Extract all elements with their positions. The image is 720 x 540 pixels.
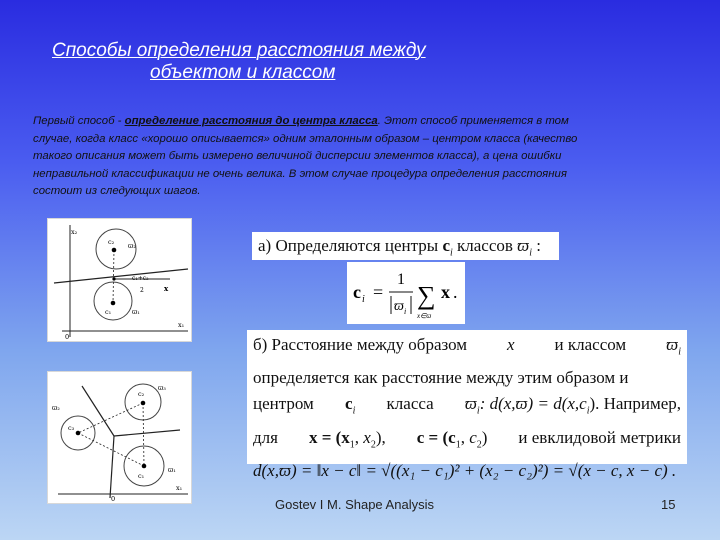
formula-num: 1 xyxy=(397,271,405,288)
fig2-label-origin: 0 xyxy=(111,495,116,503)
step-b-row1-x: x xyxy=(507,335,515,354)
step-b-row4-a: для xyxy=(253,427,278,447)
step-b-row-2 xyxy=(253,365,681,391)
fig1-label-x1: x₁ xyxy=(178,321,185,329)
intro-paragraph xyxy=(33,113,583,201)
step-b-row-3: центром $c_i$ класса $ϖ_i$: $d(x,ϖ) = d(x,c_i)$. Например, xyxy=(253,391,681,424)
step-b-row3-d: ). Например, xyxy=(589,394,681,414)
footer-text: Gostev I M. Shape Analysis xyxy=(275,497,434,512)
step-b-row-4: для $x = (x_1$, $x_2$), $c = (c_1$, $c_2$) и евклидовой метрики xyxy=(253,425,681,458)
step-b-box xyxy=(247,330,687,481)
fig2-label-w3: ϖ₃ xyxy=(158,384,166,392)
fig1-label-w2: ϖ₂ xyxy=(128,242,136,250)
step-b-row2: определяется как расстояние между этим образом и xyxy=(253,368,629,388)
fig1-label-two: 2 xyxy=(140,287,144,294)
title-line-2: объектом и классом xyxy=(150,62,336,83)
fig1-label-x: x xyxy=(164,284,169,293)
figure-1-drawing xyxy=(48,219,191,341)
para-prefix: Первый способ - xyxy=(33,115,125,127)
svg-text:ϖ: ϖ xyxy=(394,299,404,314)
svg-text:.: . xyxy=(453,282,458,302)
figure-three-class-centers xyxy=(47,371,192,504)
slide-title xyxy=(52,40,522,84)
step-a-box: а) Определяются центры $c_i$ классов $ϖ_i$ : xyxy=(252,232,559,260)
step-b-row4-d: и евклидовой метрики xyxy=(518,427,681,447)
para-rest: . Этот способ применяется в том случае, когда класс «хорошо описывается» одним эталонным образом – центром класса (качество такого описания может быть измерено величиной дисперсии элементов класса), а цена ошибки неправильной классификации не очень велика. В этом случае процедура определения расстояния состоит из следующих шагов. xyxy=(33,115,578,198)
step-b-row5: d(x,ϖ) = ‖x − c‖ = √((x₁ − c₁)² + (x₂ − c₂)²) = √(x − c, x − c) . xyxy=(253,461,677,481)
figure-two-class-centers xyxy=(47,218,192,342)
page-number: 15 xyxy=(661,497,676,512)
formula-term: x xyxy=(441,282,450,302)
step-b-row3-b: класса xyxy=(386,394,434,414)
formula-lhs: c xyxy=(353,282,361,302)
title-line-1: Способы определения расстояния между xyxy=(52,40,426,61)
step-b-row-5 xyxy=(253,458,681,484)
step-a-omega: ϖ xyxy=(517,236,530,255)
step-b-row3-c: : d(x,ϖ) = d(x,c xyxy=(479,394,587,414)
step-b-row1-a: б) Расстояние между образом xyxy=(253,335,468,354)
fig2-label-c1: c₁ xyxy=(138,472,145,480)
fig2-label-w1: ϖ₁ xyxy=(168,466,176,474)
step-a-text: а) Определяются центры xyxy=(258,236,439,255)
step-b-row4-b: x = (x xyxy=(308,427,350,447)
fig1-label-origin: 0 xyxy=(65,333,70,341)
fig1-label-c2: c₂ xyxy=(108,238,115,246)
formula-eq: = xyxy=(373,282,384,302)
svg-text:i: i xyxy=(404,307,407,316)
fig2-label-w2: ϖ₂ xyxy=(52,404,60,412)
step-b-row1-b: и классом xyxy=(554,335,627,354)
para-emphasis: определение расстояния до центра класса xyxy=(124,115,378,127)
fig2-label-c2: c₂ xyxy=(138,390,145,398)
figure-2-drawing xyxy=(48,372,191,503)
step-b-row3-a: центром xyxy=(253,394,314,414)
fig1-label-midpoint: c₁+c₂ xyxy=(132,275,149,282)
center-formula xyxy=(347,262,465,324)
fig1-label-c1: c₁ xyxy=(105,308,112,316)
step-a-ci: c xyxy=(442,236,450,255)
svg-text:i: i xyxy=(362,294,365,305)
step-a-mid: классов xyxy=(457,236,513,255)
fig1-label-x2: x₂ xyxy=(71,228,78,236)
fig2-label-c3: c₃ xyxy=(68,424,75,432)
fig1-label-w1: ϖ₁ xyxy=(132,308,140,316)
center-formula-box xyxy=(347,262,465,324)
step-b-row4-c: c = (c xyxy=(416,427,456,447)
step-b-row-1: б) Расстояние между образом x и классом $ϖ_i$ xyxy=(253,332,681,365)
formula-sum: ∑ xyxy=(417,281,436,310)
fig2-label-x1: x₁ xyxy=(176,484,183,492)
formula-sum-sub: x∈ϖ xyxy=(417,312,432,320)
